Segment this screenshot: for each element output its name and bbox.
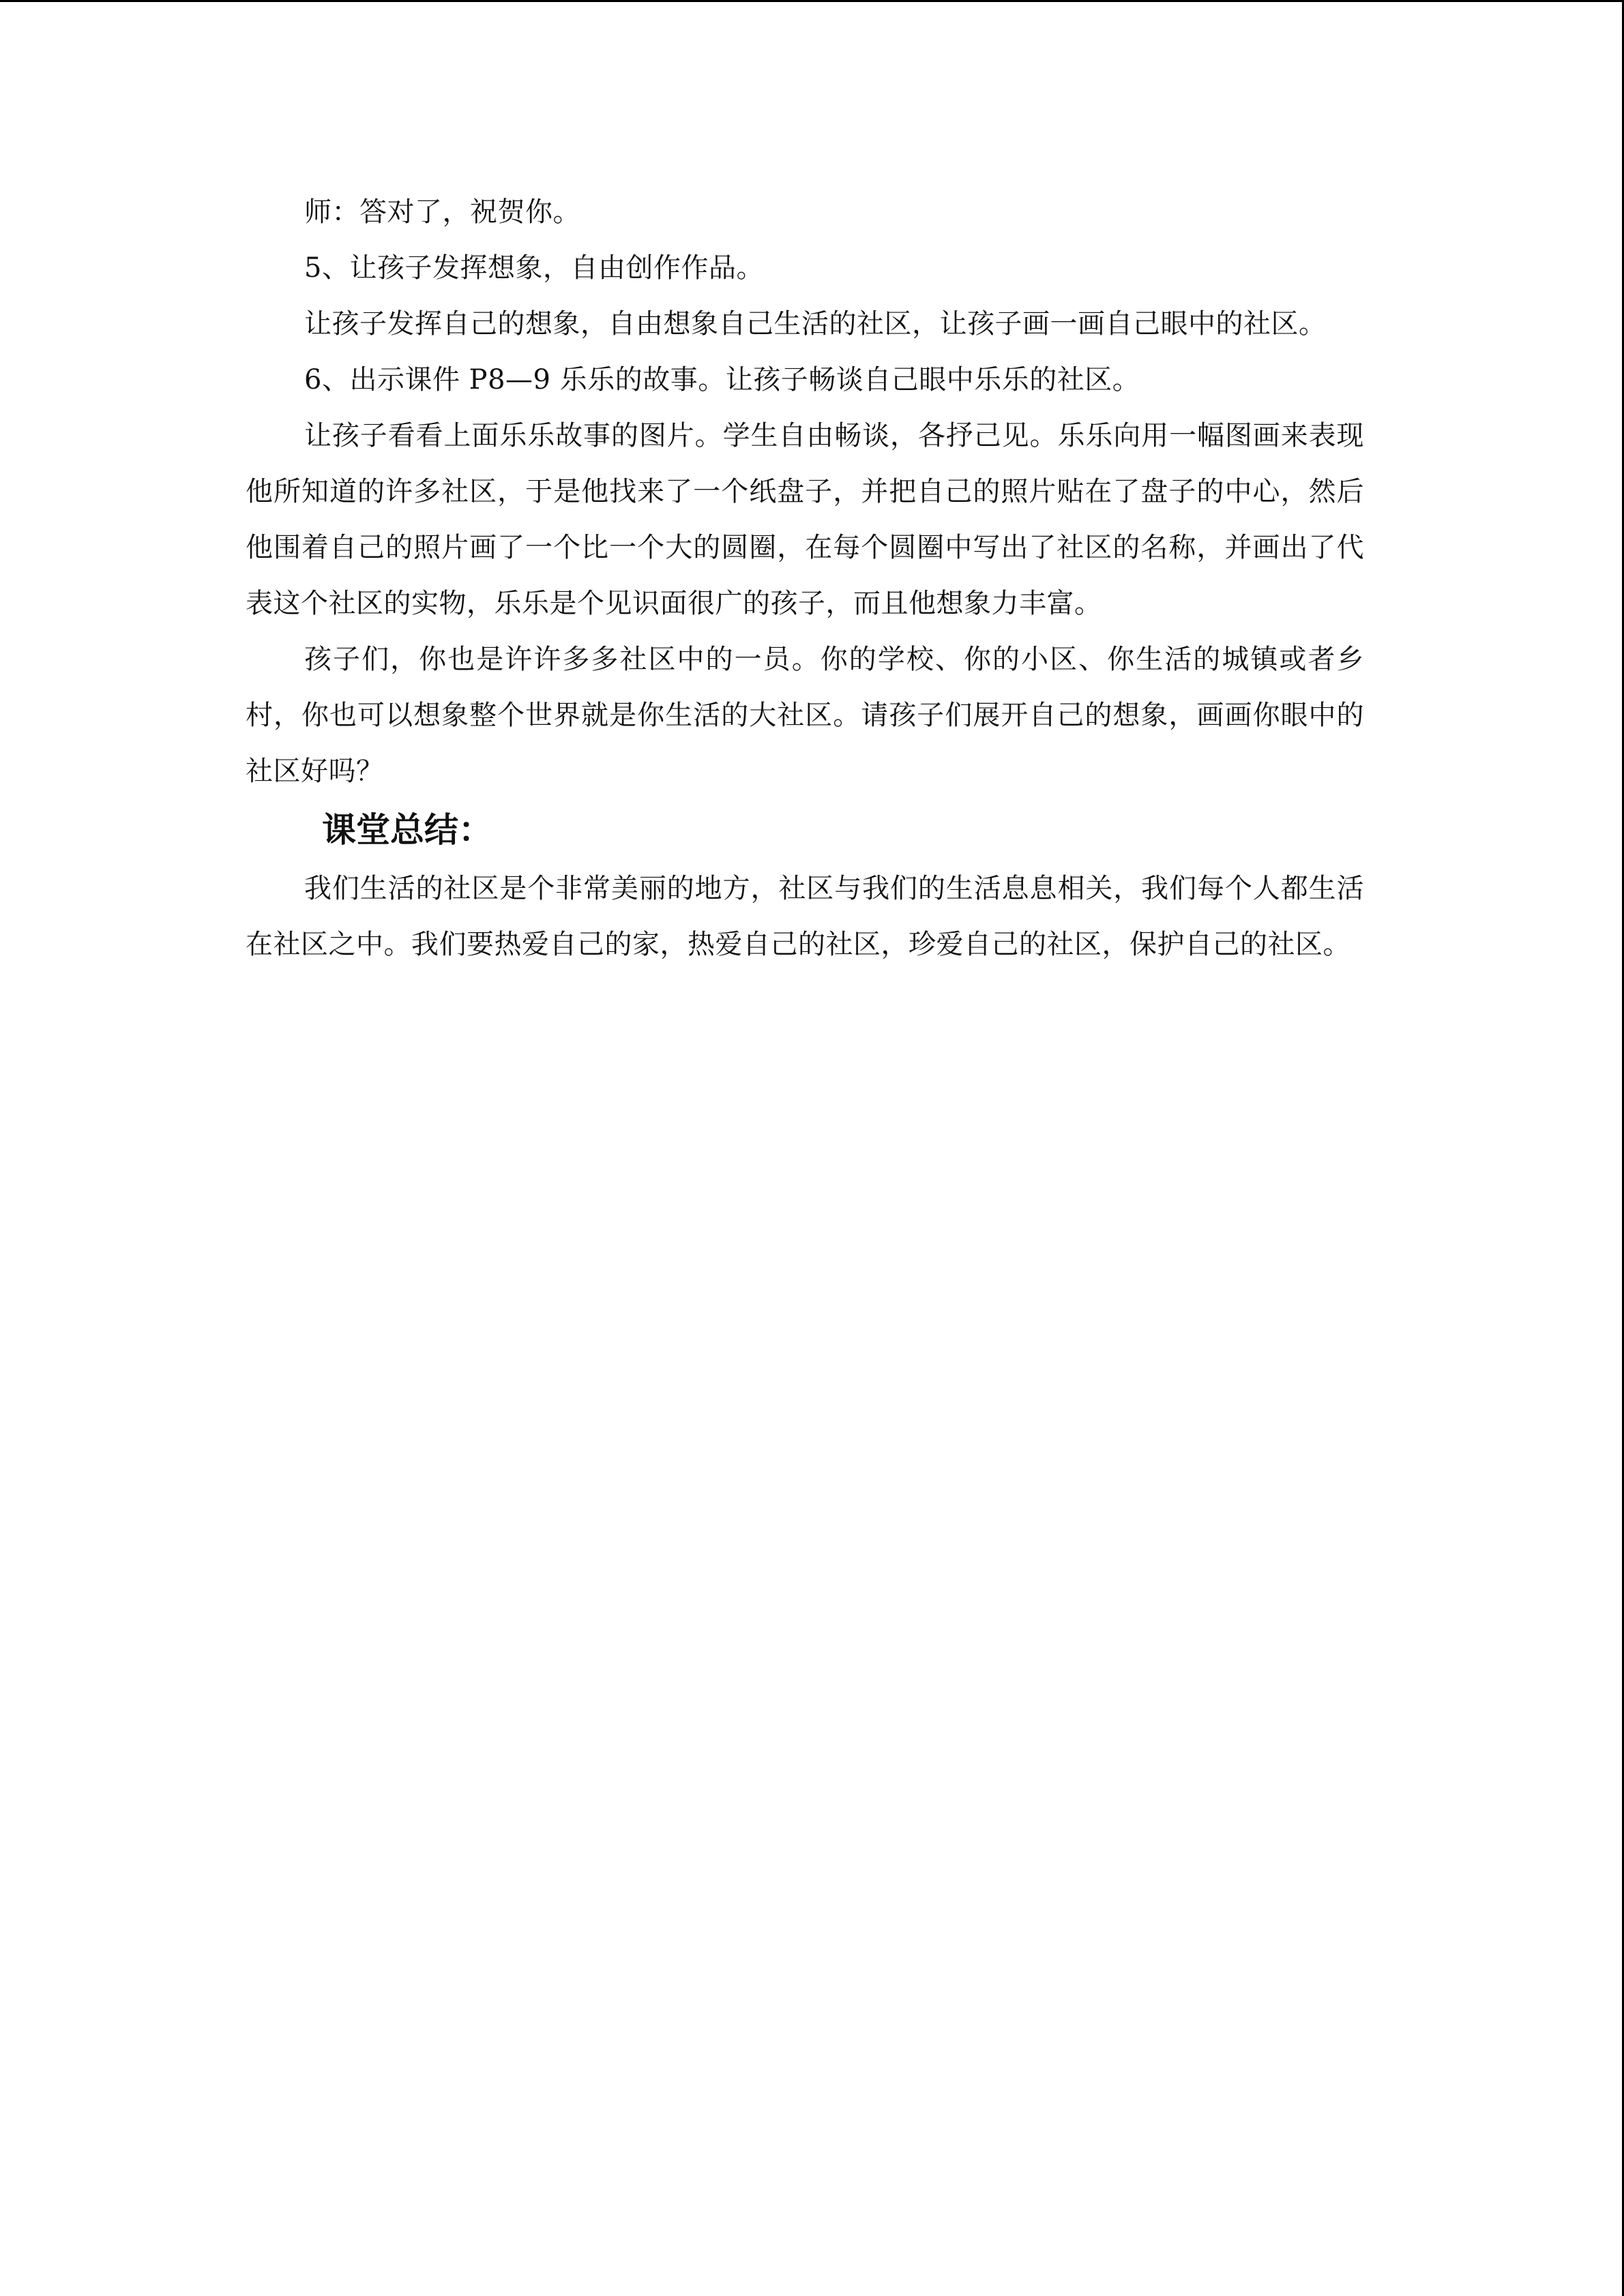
paragraph: 师：答对了，祝贺你。 [304,196,580,228]
paragraph: 让孩子看看上面乐乐故事的图片。学生自由畅谈，各抒己见。乐乐向用一幅图画来表现他所知道的许多社区，于是他找来了一个纸盘子，并把自己的照片贴在了盘子的中心，然后他围着自己的照片画了一个比一个大的圆圈，在每个圆圈中写出了社区的名称，并画出了代表这个社区的实物，乐乐是个见识面很广的孩子，而且他想象力丰富。 [246,420,1364,619]
paragraph: 孩子们，你也是许许多多社区中的一员。你的学校、你的小区、你生活的城镇或者乡村，你也可以想象整个世界就是你生活的大社区。请孩子们展开自己的想象，画画你眼中的社区好吗？ [246,644,1364,787]
paragraph: 6、出示课件 P8—9 乐乐的故事。让孩子畅谈自己眼中乐乐的社区。 [304,364,1140,396]
section-heading: 课堂总结： [322,810,492,850]
paragraph: 我们生活的社区是个非常美丽的地方，社区与我们的生活息息相关，我们每个人都生活在社区之中。我们要热爱自己的家，热爱自己的社区，珍爱自己的社区，保护自己的社区。 [246,873,1364,960]
paragraph: 让孩子发挥自己的想象，自由想象自己生活的社区，让孩子画一画自己眼中的社区。 [304,308,1327,340]
page-top-border [0,0,1624,2]
document-body [246,184,1364,972]
paragraph: 5、让孩子发挥想象，自由创作作品。 [304,252,764,284]
